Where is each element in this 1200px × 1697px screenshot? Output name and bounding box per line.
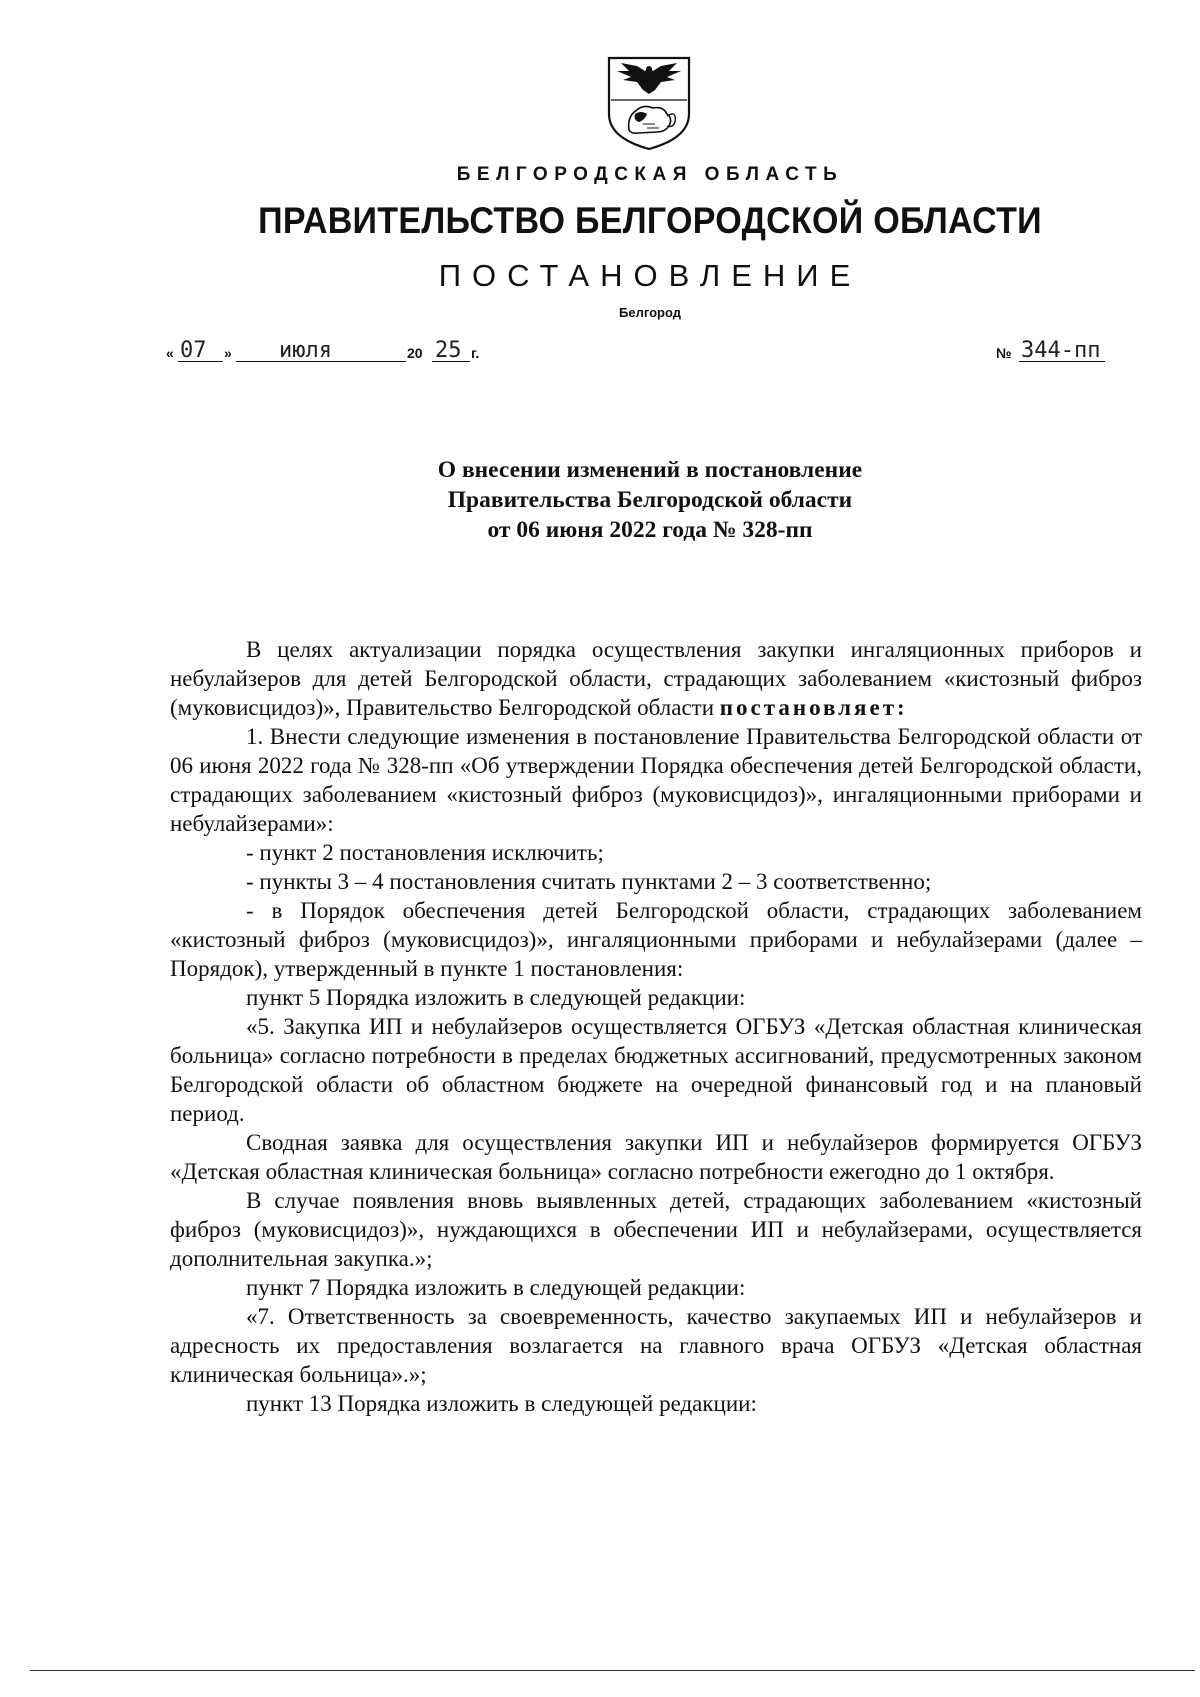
document-number: 344-пп [1021, 338, 1101, 363]
paragraph-preamble [170, 635, 1142, 722]
preamble-colon: : [897, 695, 908, 720]
government-name: ПРАВИТЕЛЬСТВО БЕЛГОРОДСКОЙ ОБЛАСТИ [258, 200, 1042, 241]
region-name: БЕЛГОРОДСКАЯ ОБЛАСТЬ [456, 164, 844, 185]
day-underline [178, 361, 223, 362]
coat-of-arms-icon [603, 52, 695, 152]
paragraph-point-5-text: «5. Закупка ИП и небулайзеров осуществляется ОГБУЗ «Детская областная клиническая больница» согласно потребности в пределах бюджетных ассигнований, предусмотренных законом Белгородской области об областном бюджете на очередной финансовый год и на плановый период. [170, 1014, 1142, 1126]
date-year-mark: г. [471, 345, 480, 361]
date-month: июля [279, 338, 332, 363]
city-name: Белгород [619, 305, 681, 320]
date-quote-close: » [224, 345, 232, 361]
date-quote-open: « [166, 345, 174, 361]
resolves-word: постановляет [719, 695, 897, 720]
number-label: № [996, 345, 1012, 361]
paragraph-additional-purchase: В случае появления вновь выявленных детей, страдающих заболеванием «кистозный фиброз (муковисцидоз)», нуждающихся в обеспечении ИП и небулайзерами, осуществляется дополнительная закупка.»; [170, 1188, 1142, 1271]
date-day: 07 [180, 338, 207, 363]
title-line-3: от 06 июня 2022 года № 328-пп [487, 517, 813, 543]
paragraph-point-13-intro: пункт 13 Порядка изложить в следующей редакции: [246, 1391, 757, 1416]
title-line-2: Правительства Белгородской области [447, 487, 853, 513]
year-underline [432, 361, 470, 362]
date-line [166, 335, 1126, 367]
preamble-text: В целях актуализации порядка осуществления закупки ингаляционных приборов и небулайзеров для детей Белгородской области, страдающих заболеванием «кистозный фиброз (муковисцидоз)», Правительство Белгородской области [170, 637, 1142, 720]
date-year-prefix: 20 [407, 345, 423, 361]
paragraph-point-7-intro: пункт 7 Порядка изложить в следующей редакции: [246, 1275, 746, 1300]
paragraph-point-5-intro: пункт 5 Порядка изложить в следующей редакции: [246, 985, 746, 1010]
title-line-1: О внесении изменений в постановление [437, 457, 863, 483]
page-bottom-rule [30, 1670, 1195, 1671]
month-underline [236, 361, 406, 362]
paragraph-dash-2: - пункты 3 – 4 постановления считать пунктами 2 – 3 соответственно; [246, 869, 932, 894]
paragraph-dash-1: - пункт 2 постановления исключить; [246, 840, 604, 865]
date-year-suffix: 25 [435, 338, 462, 363]
number-underline [1019, 361, 1105, 362]
paragraph-summary-request: Сводная заявка для осуществления закупки ИП и небулайзеров формируется ОГБУЗ «Детская областная клиническая больница» согласно потребности ежегодно до 1 октября. [170, 1130, 1142, 1184]
paragraph-item-1: 1. Внести следующие изменения в постановление Правительства Белгородской области от 06 июня 2022 года № 328-пп «Об утверждении Порядка обеспечения детей Белгородской области, страдающих заболеванием «кистозный фиброз (муковисцидоз)», ингаляционными приборами и небулайзерами»: [170, 724, 1142, 836]
document-type: ПОСТАНОВЛЕНИЕ [438, 258, 862, 293]
document-body [170, 635, 1142, 1418]
paragraph-dash-3: - в Порядок обеспечения детей Белгородской области, страдающих заболеванием «кистозный фиброз (муковисцидоз)», ингаляционными приборами и небулайзерами (далее – Порядок), утвержденный в пункте 1 постановления: [170, 898, 1142, 981]
paragraph-point-7-text: «7. Ответственность за своевременность, качество закупаемых ИП и небулайзеров и адресность их предоставления возлагается на главного врача ОГБУЗ «Детская областная клиническая больница».»; [170, 1304, 1142, 1387]
document-title [180, 455, 1120, 545]
